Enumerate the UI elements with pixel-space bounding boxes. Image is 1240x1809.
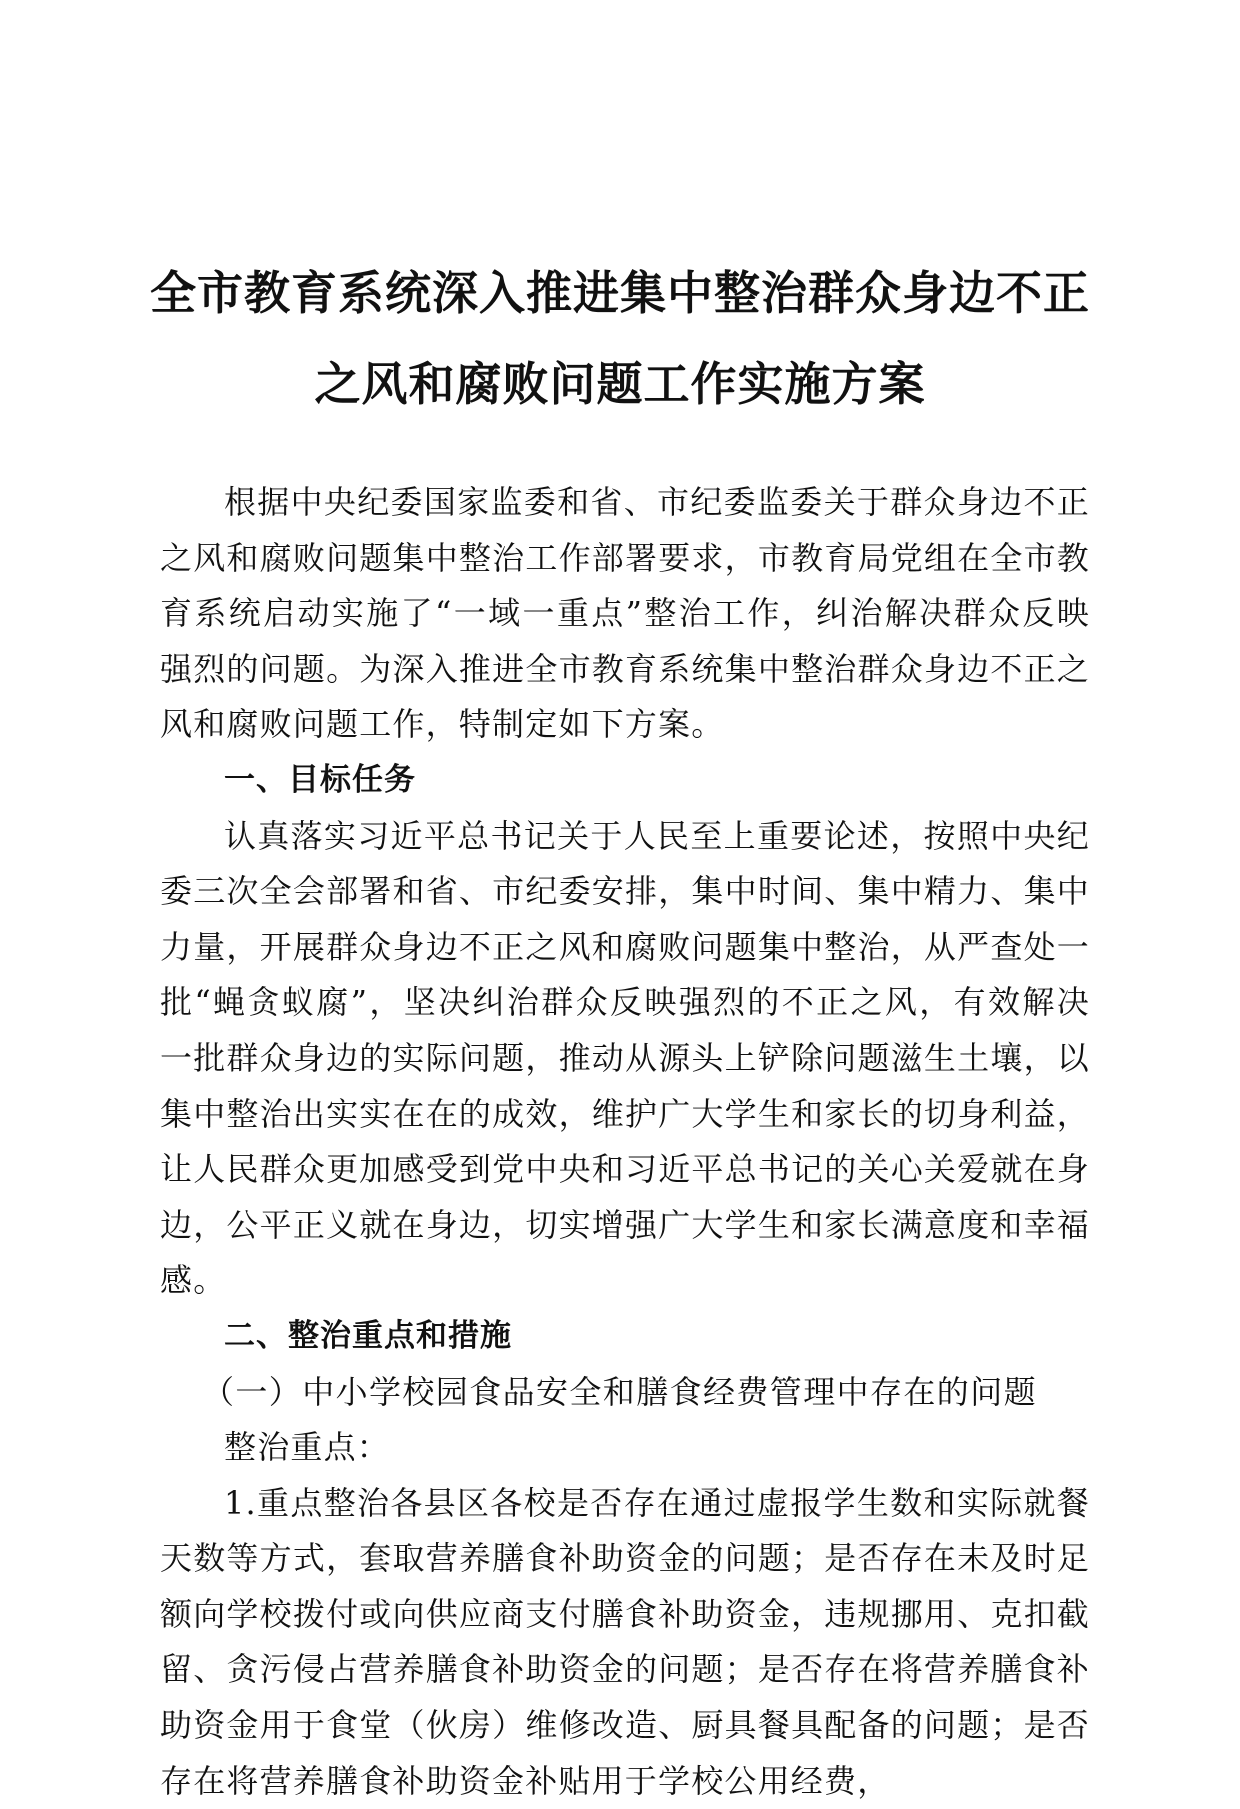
item-1-paragraph: 1.重点整治各县区各校是否存在通过虚报学生数和实际就餐天数等方式，套取营养膳食补助资金的问题；是否存在未及时足额向学校拨付或向供应商支付膳食补助资金，违规挪用、克扣截留、贪污侵占营养膳食补助资金的问题；是否存在将营养膳食补助资金用于食堂（伙房）维修改造、厨具餐具配备的问题；是否存在将营养膳食补助资金补贴用于学校公用经费， (160, 1483, 1090, 1800)
goals-paragraph: 认真落实习近平总书记关于人民至上重要论述，按照中央纪委三次全会部署和省、市纪委安排，集中时间、集中精力、集中力量，开展群众身边不正之风和腐败问题集中整治，从严查处一批“蝇贪蚁腐”，坚决纠治群众反映强烈的不正之风，有效解决一批群众身边的实际问题，推动从源头上铲除问题滋生土壤，以集中整治出实实在在的成效，维护广大学生和家长的切身利益，让人民群众更加感受到党中央和习近平总书记的关心关爱就在身边，公平正义就在身边，切实增强广大学生和家长满意度和幸福感。 (160, 816, 1090, 1300)
section-heading-goals: 一、目标任务 (224, 761, 416, 798)
subsection-heading-food-safety: （一）中小学校园食品安全和膳食经费管理中存在的问题 (202, 1372, 1038, 1411)
document-body (160, 475, 1090, 1809)
section-heading-measures: 二、整治重点和措施 (224, 1317, 512, 1354)
document-title-line-2: 之风和腐败问题工作实施方案 (314, 357, 926, 411)
document-title-line-1: 全市教育系统深入推进集中整治群众身边不正 (150, 266, 1090, 320)
intro-paragraph: 根据中央纪委国家监委和省、市纪委监委关于群众身边不正之风和腐败问题集中整治工作部署要求，市教育局党组在全市教育系统启动实施了“一域一重点”整治工作，纠治解决群众反映强烈的问题。为深入推进全市教育系统集中整治群众身边不正之风和腐败问题工作，特制定如下方案。 (160, 483, 1090, 744)
focus-label: 整治重点： (224, 1428, 391, 1467)
